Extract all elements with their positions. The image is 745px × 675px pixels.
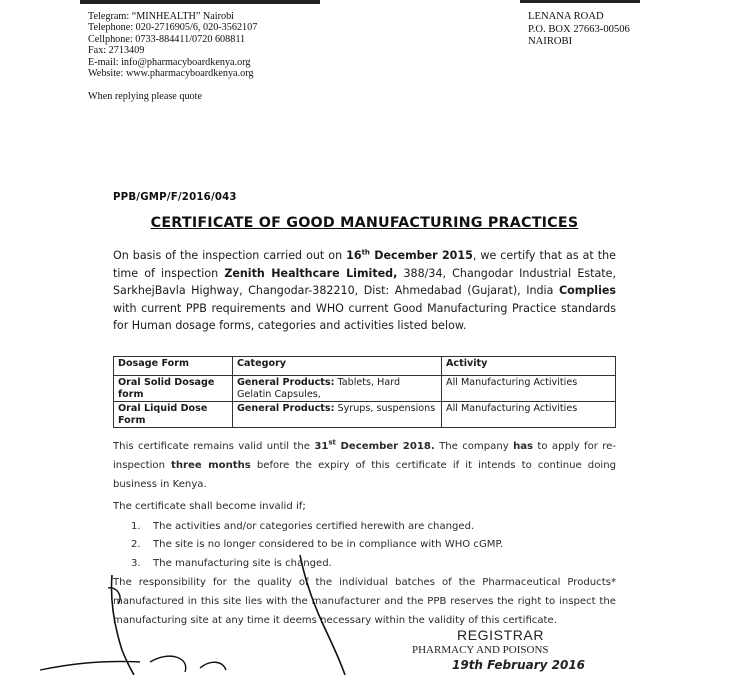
category-label: General Products: — [237, 403, 335, 414]
validity-text-4: before the expiry of this certificate if it intends to continue doing business in Kenya. — [113, 460, 616, 491]
letterhead-contact — [88, 11, 257, 79]
board-name: PHARMACY AND POISONS — [412, 644, 549, 656]
inspection-date-day: 16 — [346, 249, 362, 262]
category-text: Tablets, Hard Gelatin Capsules, — [237, 377, 401, 400]
list-text: The site is no longer considered to be in compliance with WHO cGMP. — [153, 539, 504, 551]
signature-date: 19th February 2016 — [452, 658, 586, 672]
inspection-date-rest: December 2015 — [369, 249, 473, 262]
certificate-body — [113, 437, 616, 633]
header-activity: Activity — [442, 357, 616, 376]
table-row — [114, 376, 616, 402]
contact-cellphone: Cellphone: 0733-884411/0720 608811 — [88, 33, 246, 45]
validity-text-1: This certificate remains valid until the — [113, 441, 315, 452]
list-item — [113, 536, 616, 554]
expiry-date — [314, 438, 435, 452]
products-table — [113, 356, 616, 428]
contact-telephone: Telephone: 020-2716905/6, 020-3562107 — [88, 22, 258, 34]
expiry-suffix: st — [328, 438, 336, 447]
contact-website: Website: www.pharmacyboardkenya.org — [88, 68, 254, 80]
category-text: Syrups, suspensions — [334, 403, 436, 414]
cell-category — [233, 376, 442, 402]
reply-note: When replying please quote — [88, 91, 203, 102]
validity-text-2: The company — [434, 441, 514, 452]
list-number: 1. — [131, 520, 141, 532]
expiry-day: 31 — [314, 441, 329, 452]
cell-category — [233, 402, 442, 428]
intro-text-2: , we certify that as at the time of inspection — [113, 249, 616, 280]
list-text: The activities and/or categories certified herewith are changed. — [153, 520, 475, 532]
company-name: Zenith Healthcare Limited, — [224, 266, 398, 280]
cell-dosage-form: Oral Liquid Dose Form — [114, 402, 233, 428]
complies-word: Complies — [559, 284, 616, 298]
cell-dosage-form: Oral Solid Dosage form — [114, 376, 233, 402]
address-city: NAIROBI — [528, 36, 573, 48]
inspection-date-suffix: th — [361, 248, 370, 257]
letterhead-address — [528, 11, 630, 49]
responsibility-paragraph: The responsibility for the quality of the individual batches of the Pharmaceutical Products* manufactured in this site lies with the manufacturer and the PPB reserves the right to inspect the manufacturing site at any time it deems necessary within the validity of this certificate. — [113, 577, 616, 627]
list-item — [113, 518, 616, 536]
contact-email: E-mail: info@pharmacyboardkenya.org — [88, 56, 251, 68]
list-item — [113, 555, 616, 573]
contact-telegram: Telegram: “MINHEALTH” Nairobi — [88, 11, 235, 22]
address-pobox: P.O. BOX 27663-00506 — [528, 23, 630, 35]
header-category: Category — [233, 357, 442, 376]
intro-text-3: 388/34, Changodar Industrial Estate, SarkhejBavla Highway, Changodar-382210, Dist: Ahmedabad (Gujarat), India — [113, 266, 616, 298]
cell-activity: All Manufacturing Activities — [442, 402, 616, 428]
table-row — [114, 402, 616, 428]
registrar-title: REGISTRAR — [457, 627, 545, 643]
category-label: General Products: — [237, 377, 335, 388]
intro-text-1: On basis of the inspection carried out on — [113, 249, 347, 262]
list-number: 3. — [131, 557, 141, 569]
validity-paragraph — [113, 437, 616, 495]
three-months: three months — [171, 460, 251, 472]
inspection-date — [346, 249, 473, 262]
contact-fax: Fax: 2713409 — [88, 45, 145, 57]
expiry-rest: December 2018. — [335, 441, 435, 452]
header-dosage-form: Dosage Form — [114, 357, 233, 376]
intro-text-4: with current PPB requirements and WHO current Good Manufacturing Practice standards for Human dosage forms, categories and activities listed below. — [113, 301, 616, 333]
address-road: LENANA ROAD — [528, 11, 604, 22]
certificate-title: CERTIFICATE OF GOOD MANUFACTURING PRACTICES — [150, 215, 579, 231]
table-header-row — [114, 357, 616, 376]
letterhead-rule — [80, 0, 320, 4]
validity-text-3: to apply for re-inspection — [113, 441, 617, 472]
has-word: has — [513, 441, 534, 452]
cell-activity: All Manufacturing Activities — [442, 376, 616, 402]
letterhead-rule-right — [520, 0, 640, 3]
list-text: The manufacturing site is changed. — [153, 557, 332, 569]
conditions-list — [113, 518, 616, 573]
reference-number: PPB/GMP/F/2016/043 — [113, 192, 237, 203]
invalid-intro: The certificate shall become invalid if; — [113, 500, 306, 512]
intro-paragraph — [113, 247, 616, 335]
list-number: 2. — [131, 539, 141, 551]
